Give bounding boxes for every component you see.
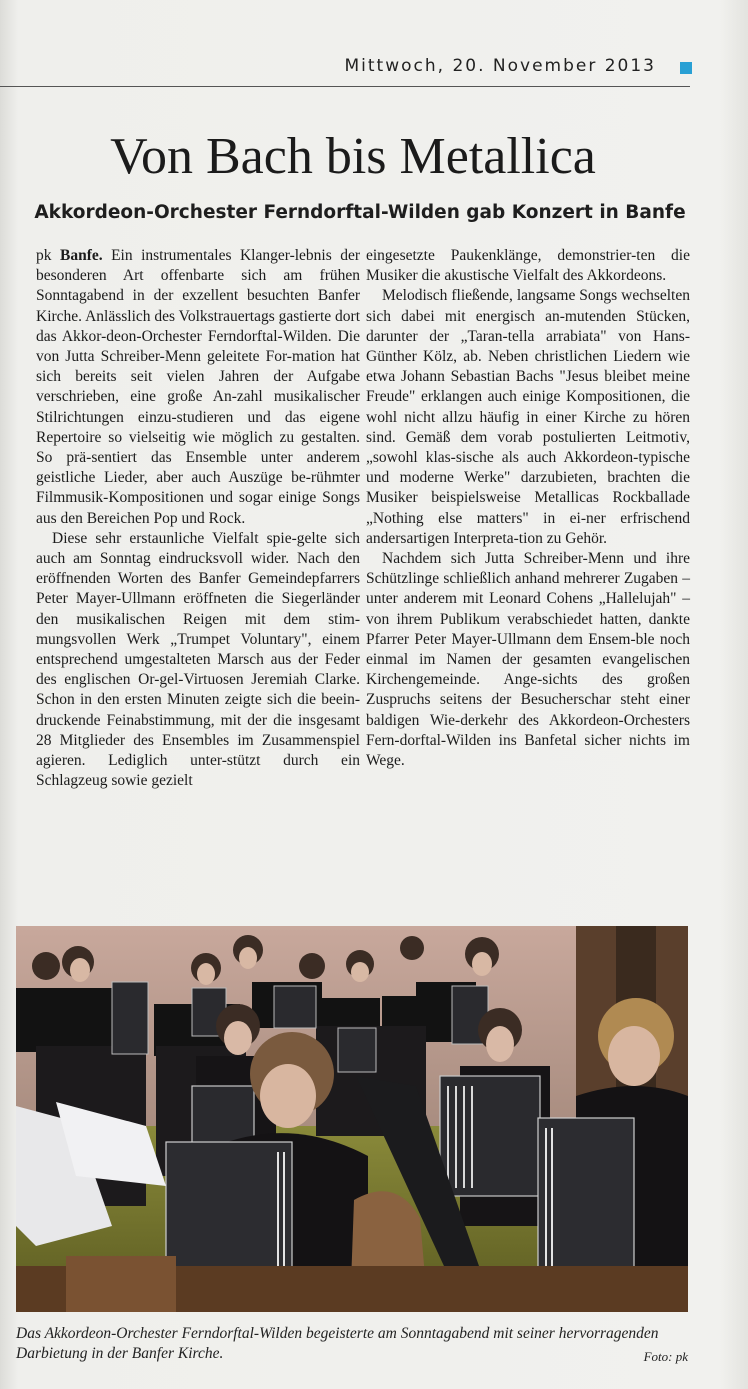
orchestra-photo bbox=[16, 926, 688, 1312]
paragraph bbox=[36, 246, 360, 529]
paragraph: eingesetzte Paukenklänge, demonstrier-ten die Musiker die akustische Vielfalt des Akkordeons. bbox=[366, 247, 690, 285]
paragraph: Melodisch fließende, langsame Songs wechselten sich dabei mit energisch an-mutenden Stücken, darunter der „Taran-tella arrabiata" von Hans-Günther Kölz, ab. Neben christlichen Liedern wie etwa Johann Sebastian Bachs "Jesus bleibet meine Freude" erklangen auch einige Kompositionen, die wohl nicht allzu häufig in einer Kirche zu hören sind. Gemäß dem vorab postulierten Leitmotiv, „sowohl klas-sische als auch Akkordeon-typische und moderne Werke" darzubieten, brachten die Musiker beispielsweise Metallicas Rockballade „Nothing else matters" in ei-ner erfrischend andersartigen Interpreta-tion zu Gehör. bbox=[366, 287, 690, 547]
publication-date: Mittwoch, 20. November 2013 bbox=[344, 56, 656, 76]
byline: pk bbox=[36, 247, 52, 264]
orchestra-photo-illustration bbox=[16, 926, 688, 1312]
paragraph: Nachdem sich Jutta Schreiber-Menn und ihre Schützlinge schließlich anhand mehrerer Zugaben – unter anderem mit Leonard Cohens „Hallelujah" – von ihrem Publikum verabschiedet hatten, dankte Pfarrer Peter Mayer-Ullmann dem Ensem-ble noch einmal im Namen der gesamten evangelischen Kirchengemeinde. Ange-sichts des großen Zuspruchs seitens der Besucherschar steht einer baldigen Wie-derkehr des Akkordeon-Orchesters Fern-dorftal-Wilden ins Banfetal sicher nichts im Wege. bbox=[366, 550, 690, 770]
dateline-bar bbox=[0, 52, 690, 87]
accent-square-icon bbox=[680, 62, 692, 74]
article-column-left bbox=[36, 246, 360, 791]
photo-credit: Foto: pk bbox=[643, 1349, 688, 1364]
dateline-place: Banfe. bbox=[59, 247, 103, 264]
article-headline: Von Bach bis Metallica bbox=[110, 128, 596, 185]
article-column-right bbox=[366, 246, 690, 771]
article-subheadline: Akkordeon-Orchester Ferndorftal-Wilden gab Konzert in Banfe bbox=[34, 202, 686, 223]
photo-caption: Das Akkordeon-Orchester Ferndorftal-Wilden begeisterte am Sonntagabend mit seiner hervorragenden Darbietung in der Banfer Kirche. bbox=[16, 1325, 659, 1362]
paragraph: Diese sehr erstaunliche Vielfalt spie-gelte sich auch am Sonntag eindrucksvoll wider. Nach den eröffnenden Worten des Banfer Gemeindepfarrers Peter Mayer-Ullmann eröffneten die Siegerländer den musikalischen Reigen mit dem stim-mungsvollen Werk „Trumpet Voluntary", einem entsprechend umgestalteten Marsch aus der Feder des englischen Or-gel-Virtuosen Jeremiah Clarke. Schon in den ersten Minuten zeigte sich die beein-druckende Feinabstimmung, mit der die insgesamt 28 Mitglieder des Ensembles im Zusammenspiel agieren. Lediglich unter-stützt durch ein Schlagzeug sowie gezielt bbox=[36, 529, 360, 790]
paragraph-text: Ein instrumentales Klanger-lebnis der besonderen Art offenbarte sich am frühen Sonntagabend in der exzellent besuchten Banfer Kirche. Anlässlich des Volkstrauertags gastierte dort das Akkor-deon-Orchester Ferndorftal-Wilden. Die von Jutta Schreiber-Menn geleitete For-mation hat sich bereits seit vielen Jahren der Aufgabe verschrieben, eine große An-zahl musikalischer Stilrichtungen einzu-studieren und das eigene Repertoire so vielseitig wie möglich zu gestalten. So prä-sentiert das Ensemble unter anderem geistliche Lieder, aber auch Auszüge be-rühmter Filmmusik-Kompositionen und sogar einige Songs aus den Bereichen Pop und Rock. bbox=[36, 247, 361, 527]
